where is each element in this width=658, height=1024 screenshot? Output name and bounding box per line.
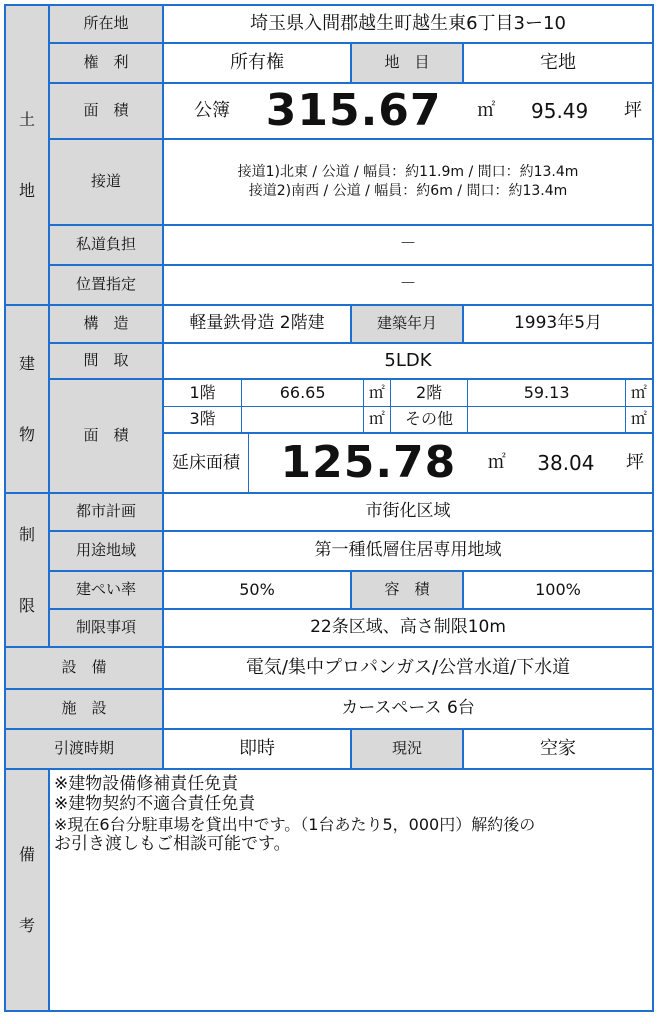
chimoku-value: 宅地 — [463, 43, 653, 83]
position-label: 位置指定 — [49, 265, 163, 305]
building-area-label: 面 積 — [49, 379, 163, 493]
road-value — [163, 139, 653, 225]
remarks-content — [49, 769, 653, 1011]
floor3-value — [242, 406, 364, 432]
status-value: 空家 — [463, 729, 653, 769]
floor-area-grid — [164, 380, 652, 432]
property-table — [4, 4, 654, 1012]
built-label: 建築年月 — [351, 305, 463, 343]
floor1-label: 1階 — [164, 380, 242, 406]
floor-areas — [163, 379, 653, 433]
land-area-tsubo: 95.49 — [531, 98, 589, 123]
bcr-label: 建ぺい率 — [49, 571, 163, 609]
remark-line-1: ※建物設備修補責任免責 — [54, 774, 239, 794]
private-road-value: － — [163, 225, 653, 265]
floor3-unit: ㎡ — [364, 406, 391, 432]
amenity-value: カースペース 6台 — [163, 689, 653, 729]
total-area-tsubo-unit: 坪 — [626, 451, 644, 473]
layout-value: 5LDK — [163, 343, 653, 379]
city-plan-value: 市街化区域 — [163, 493, 653, 531]
location-value: 埼玉県入間郡越生町越生東6丁目3ー10 — [163, 5, 653, 43]
chimoku-label: 地 目 — [351, 43, 463, 83]
usage-zone-value: 第一種低層住居専用地域 — [163, 531, 653, 571]
floor1-unit: ㎡ — [364, 380, 391, 406]
built-value: 1993年5月 — [463, 305, 653, 343]
other-label: その他 — [390, 406, 468, 432]
land-area-tsubo-unit: 坪 — [624, 99, 642, 121]
floor2-label: 2階 — [390, 380, 468, 406]
road-label: 接道 — [49, 139, 163, 225]
handover-value: 即時 — [163, 729, 351, 769]
total-area-m2-unit: ㎡ — [487, 451, 506, 473]
road-line-2: 接道2)南西 / 公道 / 幅員：約6m / 間口：約13.4m — [248, 183, 568, 199]
structure-label: 構 造 — [49, 305, 163, 343]
rights-label: 権 利 — [49, 43, 163, 83]
structure-value: 軽量鉄骨造 2階建 — [163, 305, 351, 343]
status-label: 現況 — [351, 729, 463, 769]
rights-value: 所有権 — [163, 43, 351, 83]
other-unit: ㎡ — [625, 406, 652, 432]
usage-zone-label: 用途地域 — [49, 531, 163, 571]
amenity-label: 施 設 — [5, 689, 163, 729]
bcr-value: 50% — [163, 571, 351, 609]
land-area-cell — [163, 83, 653, 139]
location-label: 所在地 — [49, 5, 163, 43]
total-area-m2: 125.78 — [280, 436, 457, 488]
private-road-label: 私道負担 — [49, 225, 163, 265]
position-value: － — [163, 265, 653, 305]
land-area-label: 面 積 — [49, 83, 163, 139]
limit-label: 制限事項 — [49, 609, 163, 647]
facilities-value: 電気/集中プロパンガス/公営水道/下水道 — [163, 647, 653, 689]
total-area-tsubo: 38.04 — [537, 450, 595, 475]
land-section-label: 土 地 — [5, 5, 49, 305]
remarks-section-label: 備 考 — [5, 769, 49, 1011]
land-area-m2-unit: ㎡ — [477, 99, 496, 121]
land-area-m2: 315.67 — [265, 84, 442, 136]
layout-label: 間 取 — [49, 343, 163, 379]
road-line-1: 接道1)北東 / 公道 / 幅員：約11.9m / 間口：約13.4m — [237, 164, 579, 181]
land-area-prefix: 公簿 — [194, 99, 230, 121]
other-value — [468, 406, 625, 432]
remark-line-2: ※建物契約不適合責任免責 — [54, 794, 256, 815]
floor2-value: 59.13 — [468, 380, 625, 406]
far-label: 容 積 — [351, 571, 463, 609]
limit-value: 22条区域、高さ制限10m — [163, 609, 653, 647]
floor1-value: 66.65 — [242, 380, 364, 406]
restrictions-section-label: 制 限 — [5, 493, 49, 647]
far-value: 100% — [463, 571, 653, 609]
facilities-label: 設 備 — [5, 647, 163, 689]
floor2-unit: ㎡ — [625, 380, 652, 406]
total-area-cell — [163, 433, 653, 493]
handover-label: 引渡時期 — [5, 729, 163, 769]
floor3-label: 3階 — [164, 406, 242, 432]
remark-line-3: ※現在6台分駐車場を貸出中です。（1台あたり5，000円）解約後の — [54, 814, 536, 834]
remark-line-4: お引き渡しもご相談可能です。 — [54, 833, 291, 854]
total-area-label: 延床面積 — [172, 434, 249, 492]
city-plan-label: 都市計画 — [49, 493, 163, 531]
building-section-label: 建 物 — [5, 305, 49, 493]
